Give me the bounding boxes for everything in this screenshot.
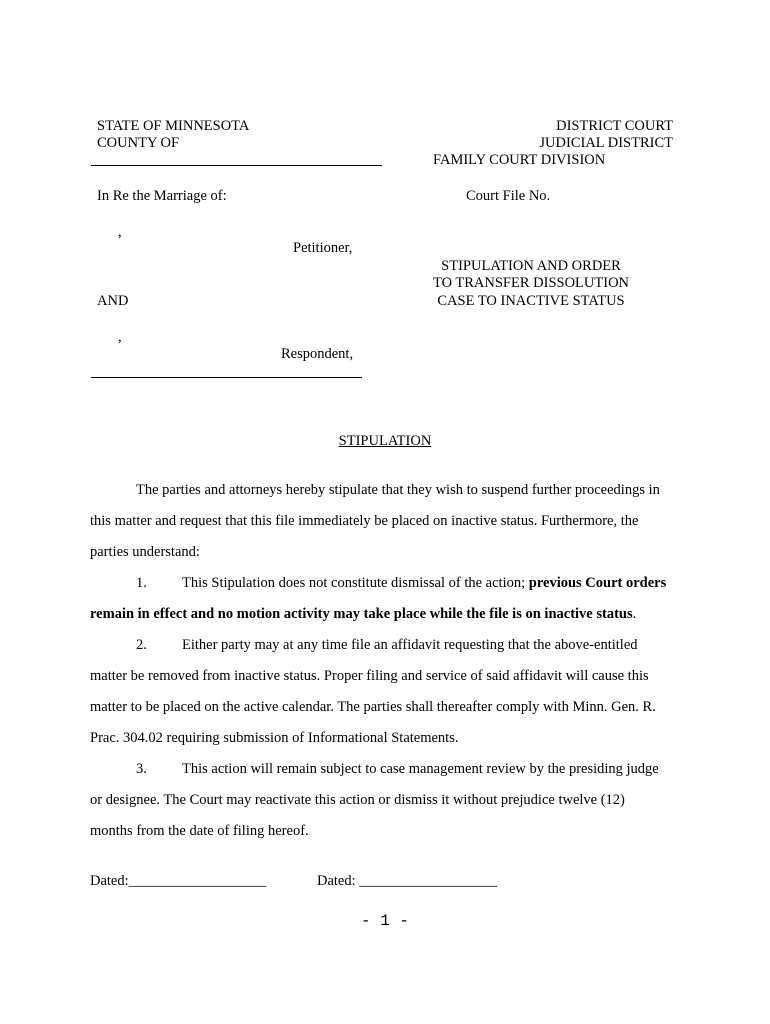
and-label: AND: [97, 293, 129, 309]
item-2-line-1: Either party may at any time file an affidavit requesting that the above-entitled: [182, 637, 638, 653]
county-underline: [91, 165, 382, 166]
respondent-name-blank: ,: [118, 329, 122, 345]
item-1-line-1: [182, 573, 666, 593]
dated-field-2: Dated: ___________________: [317, 873, 498, 889]
county-label: COUNTY OF: [97, 135, 180, 151]
petitioner-label: Petitioner,: [293, 240, 353, 256]
page-number: - 1 -: [360, 912, 409, 930]
district-label: JUDICIAL DISTRICT: [539, 135, 673, 151]
state-label: STATE OF MINNESOTA: [97, 118, 250, 134]
item-1-line-2: [90, 604, 636, 624]
petitioner-name-blank: ,: [118, 224, 122, 240]
doc-title-line-1: STIPULATION AND ORDER: [441, 258, 621, 274]
division-label: FAMILY COURT DIVISION: [433, 152, 606, 168]
caption-bottom-rule: [91, 377, 362, 378]
intro-line-1: The parties and attorneys hereby stipulate that they wish to suspend further proceedings in: [136, 482, 660, 498]
item-2-line-4: Prac. 304.02 requiring submission of Informational Statements.: [90, 730, 459, 746]
item-3-line-2: or designee. The Court may reactivate this action or dismiss it without prejudice twelve (12): [90, 792, 625, 808]
item-3-line-3: months from the date of filing hereof.: [90, 823, 309, 839]
item-2-line-2: matter be removed from inactive status. Proper filing and service of said affidavit will cause this: [90, 668, 649, 684]
item-1-line-2-end: .: [632, 606, 637, 622]
court-label: DISTRICT COURT: [556, 118, 673, 134]
item-2-line-3: matter to be placed on the active calendar. The parties shall thereafter comply with Minn. Gen. R.: [90, 699, 656, 715]
stipulation-heading: STIPULATION: [338, 433, 432, 449]
item-1-line-2-emphasis: remain in effect and no motion activity may take place while the file is on inactive status: [90, 606, 633, 622]
item-1-number: 1.: [136, 575, 147, 591]
doc-title-line-3: CASE TO INACTIVE STATUS: [437, 293, 625, 309]
item-3-line-1: This action will remain subject to case management review by the presiding judge: [182, 761, 659, 777]
item-3-number: 3.: [136, 761, 147, 777]
doc-title-line-2: TO TRANSFER DISSOLUTION: [432, 275, 630, 291]
intro-line-3: parties understand:: [90, 544, 200, 560]
dated-field-1: Dated:___________________: [90, 873, 267, 889]
item-1-line-1-emphasis: previous Court orders: [528, 575, 667, 591]
item-1-line-1-text: This Stipulation does not constitute dismissal of the action;: [182, 575, 529, 591]
in-re-label: In Re the Marriage of:: [97, 188, 227, 204]
respondent-label: Respondent,: [281, 346, 354, 362]
intro-line-2: this matter and request that this file immediately be placed on inactive status. Furthermore, the: [90, 513, 639, 529]
court-file-label: Court File No.: [466, 188, 551, 204]
item-2-number: 2.: [136, 637, 147, 653]
